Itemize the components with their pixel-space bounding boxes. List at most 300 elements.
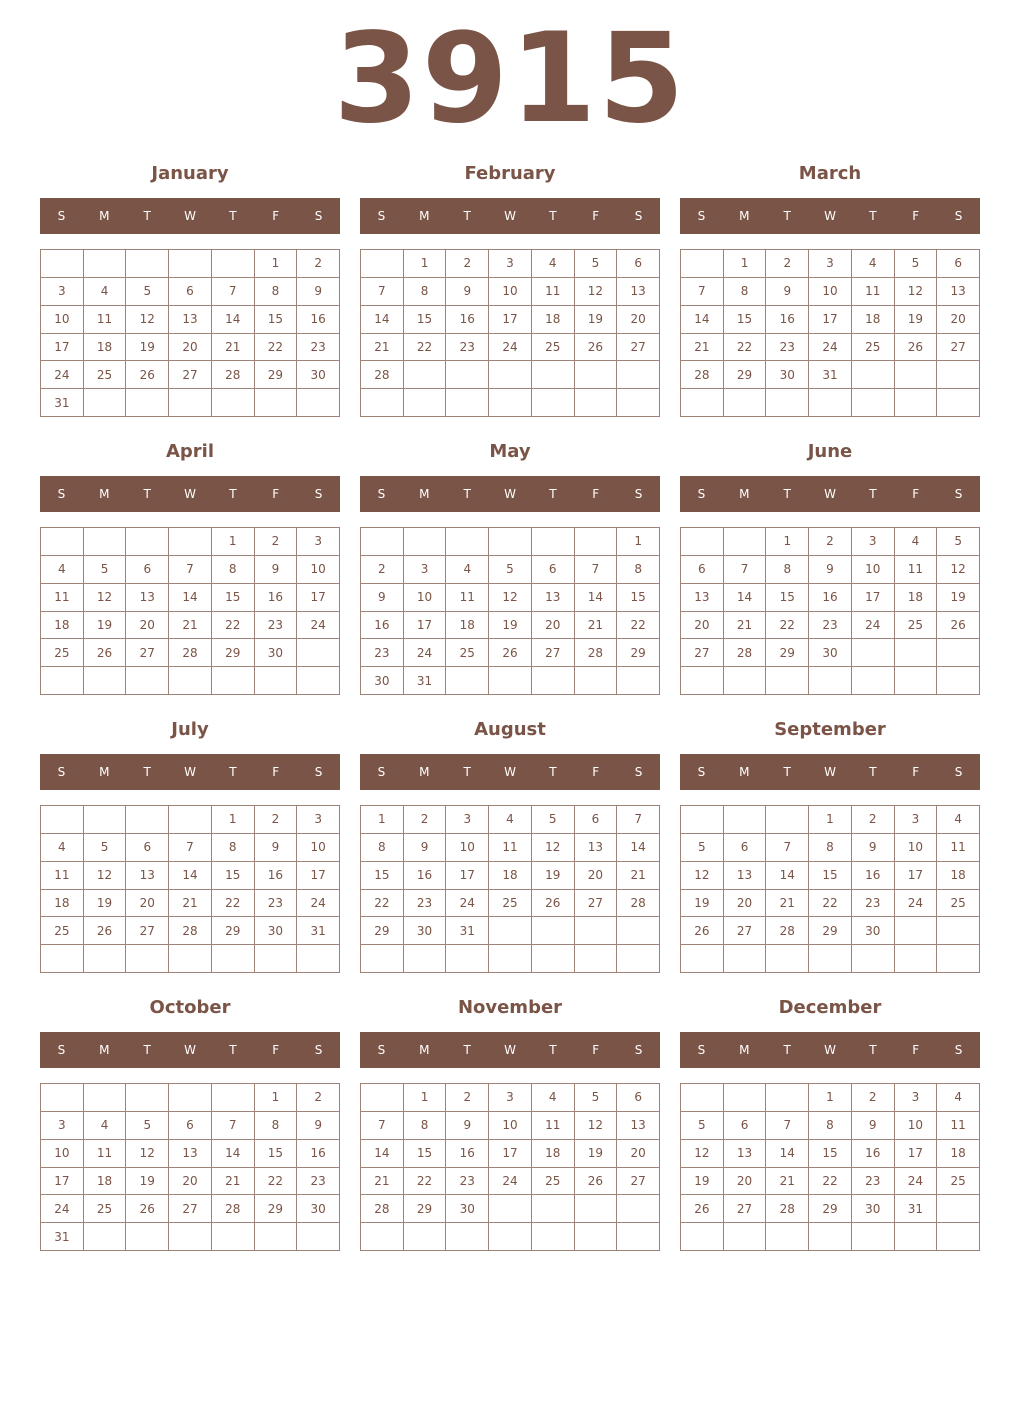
day-cell[interactable]: 24	[41, 1195, 84, 1223]
day-cell[interactable]: 26	[489, 639, 532, 667]
day-cell[interactable]: 7	[617, 806, 660, 834]
day-cell[interactable]: 15	[809, 862, 852, 890]
day-cell[interactable]: 19	[126, 1168, 169, 1196]
day-cell[interactable]: 29	[809, 1195, 852, 1223]
day-cell[interactable]: 8	[404, 1112, 447, 1140]
day-cell[interactable]: 15	[212, 584, 255, 612]
day-cell[interactable]: 29	[724, 361, 767, 389]
day-cell[interactable]: 22	[809, 1168, 852, 1196]
day-cell[interactable]: 18	[532, 1140, 575, 1168]
day-cell[interactable]: 11	[489, 834, 532, 862]
day-cell[interactable]: 14	[169, 862, 212, 890]
day-cell[interactable]: 6	[617, 1084, 660, 1112]
day-cell[interactable]: 21	[766, 1168, 809, 1196]
day-cell[interactable]: 24	[297, 890, 340, 918]
day-cell[interactable]: 11	[937, 1112, 980, 1140]
day-cell[interactable]: 25	[937, 890, 980, 918]
day-cell[interactable]: 8	[766, 556, 809, 584]
day-cell[interactable]: 3	[489, 250, 532, 278]
day-cell[interactable]: 20	[575, 862, 618, 890]
day-cell[interactable]: 27	[617, 1168, 660, 1196]
day-cell[interactable]: 4	[84, 1112, 127, 1140]
day-cell[interactable]: 25	[41, 639, 84, 667]
day-cell[interactable]: 7	[575, 556, 618, 584]
day-cell[interactable]: 2	[809, 528, 852, 556]
day-cell[interactable]: 28	[212, 1195, 255, 1223]
day-cell[interactable]: 24	[809, 334, 852, 362]
day-cell[interactable]: 15	[255, 306, 298, 334]
day-cell[interactable]: 3	[895, 1084, 938, 1112]
day-cell[interactable]: 26	[575, 334, 618, 362]
day-cell[interactable]: 24	[41, 361, 84, 389]
day-cell[interactable]: 13	[532, 584, 575, 612]
day-cell[interactable]: 29	[404, 1195, 447, 1223]
day-cell[interactable]: 21	[212, 1168, 255, 1196]
day-cell[interactable]: 30	[852, 1195, 895, 1223]
day-cell[interactable]: 13	[575, 834, 618, 862]
day-cell[interactable]: 3	[489, 1084, 532, 1112]
day-cell[interactable]: 14	[766, 1140, 809, 1168]
day-cell[interactable]: 28	[724, 639, 767, 667]
day-cell[interactable]: 28	[575, 639, 618, 667]
day-cell[interactable]: 13	[617, 278, 660, 306]
day-cell[interactable]: 10	[895, 834, 938, 862]
day-cell[interactable]: 30	[297, 1195, 340, 1223]
day-cell[interactable]: 11	[41, 862, 84, 890]
day-cell[interactable]: 26	[84, 917, 127, 945]
day-cell[interactable]: 17	[41, 334, 84, 362]
day-cell[interactable]: 6	[575, 806, 618, 834]
day-cell[interactable]: 2	[297, 250, 340, 278]
day-cell[interactable]: 23	[297, 334, 340, 362]
day-cell[interactable]: 14	[212, 1140, 255, 1168]
day-cell[interactable]: 24	[404, 639, 447, 667]
day-cell[interactable]: 26	[681, 917, 724, 945]
day-cell[interactable]: 30	[766, 361, 809, 389]
day-cell[interactable]: 2	[766, 250, 809, 278]
day-cell[interactable]: 9	[297, 1112, 340, 1140]
day-cell[interactable]: 17	[446, 862, 489, 890]
day-cell[interactable]: 10	[41, 306, 84, 334]
day-cell[interactable]: 16	[852, 862, 895, 890]
day-cell[interactable]: 6	[937, 250, 980, 278]
day-cell[interactable]: 14	[361, 306, 404, 334]
day-cell[interactable]: 15	[766, 584, 809, 612]
day-cell[interactable]: 16	[404, 862, 447, 890]
day-cell[interactable]: 8	[255, 278, 298, 306]
day-cell[interactable]: 4	[41, 834, 84, 862]
day-cell[interactable]: 18	[895, 584, 938, 612]
day-cell[interactable]: 13	[617, 1112, 660, 1140]
day-cell[interactable]: 8	[404, 278, 447, 306]
day-cell[interactable]: 6	[532, 556, 575, 584]
day-cell[interactable]: 6	[724, 834, 767, 862]
day-cell[interactable]: 2	[361, 556, 404, 584]
day-cell[interactable]: 23	[255, 612, 298, 640]
day-cell[interactable]: 1	[212, 806, 255, 834]
day-cell[interactable]: 14	[361, 1140, 404, 1168]
day-cell[interactable]: 28	[169, 639, 212, 667]
day-cell[interactable]: 23	[404, 890, 447, 918]
day-cell[interactable]: 25	[84, 361, 127, 389]
day-cell[interactable]: 16	[297, 306, 340, 334]
day-cell[interactable]: 23	[852, 890, 895, 918]
day-cell[interactable]: 4	[852, 250, 895, 278]
day-cell[interactable]: 10	[852, 556, 895, 584]
day-cell[interactable]: 12	[895, 278, 938, 306]
day-cell[interactable]: 9	[852, 1112, 895, 1140]
day-cell[interactable]: 28	[617, 890, 660, 918]
day-cell[interactable]: 6	[126, 556, 169, 584]
day-cell[interactable]: 4	[937, 1084, 980, 1112]
day-cell[interactable]: 10	[297, 834, 340, 862]
day-cell[interactable]: 17	[404, 612, 447, 640]
day-cell[interactable]: 28	[361, 1195, 404, 1223]
day-cell[interactable]: 18	[937, 862, 980, 890]
day-cell[interactable]: 24	[489, 334, 532, 362]
day-cell[interactable]: 29	[361, 917, 404, 945]
day-cell[interactable]: 1	[404, 1084, 447, 1112]
day-cell[interactable]: 20	[126, 890, 169, 918]
day-cell[interactable]: 29	[212, 917, 255, 945]
day-cell[interactable]: 18	[446, 612, 489, 640]
day-cell[interactable]: 19	[84, 890, 127, 918]
day-cell[interactable]: 4	[446, 556, 489, 584]
day-cell[interactable]: 22	[212, 612, 255, 640]
day-cell[interactable]: 14	[766, 862, 809, 890]
day-cell[interactable]: 22	[724, 334, 767, 362]
day-cell[interactable]: 30	[852, 917, 895, 945]
day-cell[interactable]: 22	[212, 890, 255, 918]
day-cell[interactable]: 19	[681, 890, 724, 918]
day-cell[interactable]: 16	[809, 584, 852, 612]
day-cell[interactable]: 15	[724, 306, 767, 334]
day-cell[interactable]: 20	[617, 1140, 660, 1168]
day-cell[interactable]: 1	[212, 528, 255, 556]
day-cell[interactable]: 20	[617, 306, 660, 334]
day-cell[interactable]: 22	[809, 890, 852, 918]
day-cell[interactable]: 6	[169, 1112, 212, 1140]
day-cell[interactable]: 2	[852, 806, 895, 834]
day-cell[interactable]: 6	[169, 278, 212, 306]
day-cell[interactable]: 3	[446, 806, 489, 834]
day-cell[interactable]: 12	[84, 584, 127, 612]
day-cell[interactable]: 26	[126, 361, 169, 389]
day-cell[interactable]: 9	[852, 834, 895, 862]
day-cell[interactable]: 27	[575, 890, 618, 918]
day-cell[interactable]: 22	[361, 890, 404, 918]
day-cell[interactable]: 8	[212, 556, 255, 584]
day-cell[interactable]: 27	[681, 639, 724, 667]
day-cell[interactable]: 24	[895, 1168, 938, 1196]
day-cell[interactable]: 14	[212, 306, 255, 334]
day-cell[interactable]: 11	[532, 278, 575, 306]
day-cell[interactable]: 13	[937, 278, 980, 306]
day-cell[interactable]: 7	[212, 1112, 255, 1140]
day-cell[interactable]: 23	[255, 890, 298, 918]
day-cell[interactable]: 7	[724, 556, 767, 584]
day-cell[interactable]: 8	[255, 1112, 298, 1140]
day-cell[interactable]: 16	[255, 584, 298, 612]
day-cell[interactable]: 23	[852, 1168, 895, 1196]
day-cell[interactable]: 28	[766, 917, 809, 945]
day-cell[interactable]: 21	[361, 334, 404, 362]
day-cell[interactable]: 26	[681, 1195, 724, 1223]
day-cell[interactable]: 27	[532, 639, 575, 667]
day-cell[interactable]: 26	[84, 639, 127, 667]
day-cell[interactable]: 26	[532, 890, 575, 918]
day-cell[interactable]: 10	[404, 584, 447, 612]
day-cell[interactable]: 9	[255, 834, 298, 862]
day-cell[interactable]: 4	[532, 1084, 575, 1112]
day-cell[interactable]: 6	[681, 556, 724, 584]
day-cell[interactable]: 23	[446, 334, 489, 362]
day-cell[interactable]: 1	[724, 250, 767, 278]
day-cell[interactable]: 9	[446, 278, 489, 306]
day-cell[interactable]: 3	[297, 806, 340, 834]
day-cell[interactable]: 7	[766, 834, 809, 862]
day-cell[interactable]: 14	[724, 584, 767, 612]
day-cell[interactable]: 6	[126, 834, 169, 862]
day-cell[interactable]: 17	[297, 862, 340, 890]
day-cell[interactable]: 16	[361, 612, 404, 640]
day-cell[interactable]: 1	[255, 250, 298, 278]
day-cell[interactable]: 15	[617, 584, 660, 612]
day-cell[interactable]: 15	[255, 1140, 298, 1168]
day-cell[interactable]: 20	[724, 1168, 767, 1196]
day-cell[interactable]: 3	[852, 528, 895, 556]
day-cell[interactable]: 16	[446, 1140, 489, 1168]
day-cell[interactable]: 24	[895, 890, 938, 918]
day-cell[interactable]: 27	[169, 1195, 212, 1223]
day-cell[interactable]: 9	[446, 1112, 489, 1140]
day-cell[interactable]: 20	[169, 334, 212, 362]
day-cell[interactable]: 13	[724, 1140, 767, 1168]
day-cell[interactable]: 18	[84, 1168, 127, 1196]
day-cell[interactable]: 7	[212, 278, 255, 306]
day-cell[interactable]: 10	[41, 1140, 84, 1168]
day-cell[interactable]: 2	[404, 806, 447, 834]
day-cell[interactable]: 27	[724, 917, 767, 945]
day-cell[interactable]: 20	[724, 890, 767, 918]
day-cell[interactable]: 2	[255, 528, 298, 556]
day-cell[interactable]: 18	[937, 1140, 980, 1168]
day-cell[interactable]: 8	[617, 556, 660, 584]
day-cell[interactable]: 26	[937, 612, 980, 640]
day-cell[interactable]: 12	[575, 1112, 618, 1140]
day-cell[interactable]: 21	[681, 334, 724, 362]
day-cell[interactable]: 20	[532, 612, 575, 640]
day-cell[interactable]: 9	[255, 556, 298, 584]
day-cell[interactable]: 25	[852, 334, 895, 362]
day-cell[interactable]: 13	[681, 584, 724, 612]
day-cell[interactable]: 27	[126, 639, 169, 667]
day-cell[interactable]: 28	[681, 361, 724, 389]
day-cell[interactable]: 25	[41, 917, 84, 945]
day-cell[interactable]: 2	[852, 1084, 895, 1112]
day-cell[interactable]: 14	[617, 834, 660, 862]
day-cell[interactable]: 9	[297, 278, 340, 306]
day-cell[interactable]: 30	[404, 917, 447, 945]
day-cell[interactable]: 18	[532, 306, 575, 334]
day-cell[interactable]: 20	[169, 1168, 212, 1196]
day-cell[interactable]: 26	[575, 1168, 618, 1196]
day-cell[interactable]: 4	[489, 806, 532, 834]
day-cell[interactable]: 24	[852, 612, 895, 640]
day-cell[interactable]: 19	[681, 1168, 724, 1196]
day-cell[interactable]: 31	[446, 917, 489, 945]
day-cell[interactable]: 11	[446, 584, 489, 612]
day-cell[interactable]: 5	[681, 1112, 724, 1140]
day-cell[interactable]: 1	[361, 806, 404, 834]
day-cell[interactable]: 10	[489, 278, 532, 306]
day-cell[interactable]: 12	[532, 834, 575, 862]
day-cell[interactable]: 25	[895, 612, 938, 640]
day-cell[interactable]: 3	[404, 556, 447, 584]
day-cell[interactable]: 19	[575, 1140, 618, 1168]
day-cell[interactable]: 21	[169, 612, 212, 640]
day-cell[interactable]: 17	[489, 306, 532, 334]
day-cell[interactable]: 1	[255, 1084, 298, 1112]
day-cell[interactable]: 22	[766, 612, 809, 640]
day-cell[interactable]: 19	[532, 862, 575, 890]
day-cell[interactable]: 10	[297, 556, 340, 584]
day-cell[interactable]: 28	[212, 361, 255, 389]
day-cell[interactable]: 12	[681, 862, 724, 890]
day-cell[interactable]: 26	[126, 1195, 169, 1223]
day-cell[interactable]: 23	[809, 612, 852, 640]
day-cell[interactable]: 22	[404, 334, 447, 362]
day-cell[interactable]: 17	[809, 306, 852, 334]
day-cell[interactable]: 23	[297, 1168, 340, 1196]
day-cell[interactable]: 1	[809, 1084, 852, 1112]
day-cell[interactable]: 9	[809, 556, 852, 584]
day-cell[interactable]: 21	[617, 862, 660, 890]
day-cell[interactable]: 14	[169, 584, 212, 612]
day-cell[interactable]: 18	[852, 306, 895, 334]
day-cell[interactable]: 5	[575, 250, 618, 278]
day-cell[interactable]: 9	[404, 834, 447, 862]
day-cell[interactable]: 7	[766, 1112, 809, 1140]
day-cell[interactable]: 14	[575, 584, 618, 612]
day-cell[interactable]: 3	[297, 528, 340, 556]
day-cell[interactable]: 26	[895, 334, 938, 362]
day-cell[interactable]: 18	[41, 890, 84, 918]
day-cell[interactable]: 27	[617, 334, 660, 362]
day-cell[interactable]: 17	[297, 584, 340, 612]
day-cell[interactable]: 7	[169, 834, 212, 862]
day-cell[interactable]: 16	[446, 306, 489, 334]
day-cell[interactable]: 8	[361, 834, 404, 862]
day-cell[interactable]: 13	[169, 1140, 212, 1168]
day-cell[interactable]: 17	[489, 1140, 532, 1168]
day-cell[interactable]: 12	[937, 556, 980, 584]
day-cell[interactable]: 31	[41, 389, 84, 417]
day-cell[interactable]: 13	[169, 306, 212, 334]
day-cell[interactable]: 30	[255, 639, 298, 667]
day-cell[interactable]: 19	[895, 306, 938, 334]
day-cell[interactable]: 27	[126, 917, 169, 945]
day-cell[interactable]: 23	[446, 1168, 489, 1196]
day-cell[interactable]: 15	[404, 306, 447, 334]
day-cell[interactable]: 12	[126, 1140, 169, 1168]
day-cell[interactable]: 19	[489, 612, 532, 640]
day-cell[interactable]: 11	[937, 834, 980, 862]
day-cell[interactable]: 5	[126, 1112, 169, 1140]
day-cell[interactable]: 30	[361, 667, 404, 695]
day-cell[interactable]: 20	[126, 612, 169, 640]
day-cell[interactable]: 30	[255, 917, 298, 945]
day-cell[interactable]: 10	[446, 834, 489, 862]
day-cell[interactable]: 15	[361, 862, 404, 890]
day-cell[interactable]: 25	[446, 639, 489, 667]
day-cell[interactable]: 4	[937, 806, 980, 834]
day-cell[interactable]: 5	[937, 528, 980, 556]
day-cell[interactable]: 28	[361, 361, 404, 389]
day-cell[interactable]: 22	[255, 334, 298, 362]
day-cell[interactable]: 6	[617, 250, 660, 278]
day-cell[interactable]: 8	[809, 1112, 852, 1140]
day-cell[interactable]: 12	[489, 584, 532, 612]
day-cell[interactable]: 31	[404, 667, 447, 695]
day-cell[interactable]: 14	[681, 306, 724, 334]
day-cell[interactable]: 12	[126, 306, 169, 334]
day-cell[interactable]: 11	[84, 1140, 127, 1168]
day-cell[interactable]: 21	[766, 890, 809, 918]
day-cell[interactable]: 24	[446, 890, 489, 918]
day-cell[interactable]: 2	[446, 1084, 489, 1112]
day-cell[interactable]: 17	[852, 584, 895, 612]
day-cell[interactable]: 21	[212, 334, 255, 362]
day-cell[interactable]: 22	[617, 612, 660, 640]
day-cell[interactable]: 30	[297, 361, 340, 389]
day-cell[interactable]: 1	[809, 806, 852, 834]
day-cell[interactable]: 31	[809, 361, 852, 389]
day-cell[interactable]: 11	[41, 584, 84, 612]
day-cell[interactable]: 20	[681, 612, 724, 640]
day-cell[interactable]: 10	[489, 1112, 532, 1140]
day-cell[interactable]: 15	[809, 1140, 852, 1168]
day-cell[interactable]: 6	[724, 1112, 767, 1140]
day-cell[interactable]: 29	[212, 639, 255, 667]
day-cell[interactable]: 10	[895, 1112, 938, 1140]
day-cell[interactable]: 29	[617, 639, 660, 667]
day-cell[interactable]: 21	[361, 1168, 404, 1196]
day-cell[interactable]: 17	[895, 1140, 938, 1168]
day-cell[interactable]: 27	[724, 1195, 767, 1223]
day-cell[interactable]: 24	[297, 612, 340, 640]
day-cell[interactable]: 3	[41, 1112, 84, 1140]
day-cell[interactable]: 4	[41, 556, 84, 584]
day-cell[interactable]: 4	[895, 528, 938, 556]
day-cell[interactable]: 29	[255, 1195, 298, 1223]
day-cell[interactable]: 13	[126, 862, 169, 890]
day-cell[interactable]: 5	[84, 834, 127, 862]
day-cell[interactable]: 16	[255, 862, 298, 890]
day-cell[interactable]: 8	[724, 278, 767, 306]
day-cell[interactable]: 4	[84, 278, 127, 306]
day-cell[interactable]: 21	[724, 612, 767, 640]
day-cell[interactable]: 16	[297, 1140, 340, 1168]
day-cell[interactable]: 8	[212, 834, 255, 862]
day-cell[interactable]: 18	[41, 612, 84, 640]
day-cell[interactable]: 16	[852, 1140, 895, 1168]
day-cell[interactable]: 11	[532, 1112, 575, 1140]
day-cell[interactable]: 3	[895, 806, 938, 834]
day-cell[interactable]: 2	[446, 250, 489, 278]
day-cell[interactable]: 31	[895, 1195, 938, 1223]
day-cell[interactable]: 25	[84, 1195, 127, 1223]
